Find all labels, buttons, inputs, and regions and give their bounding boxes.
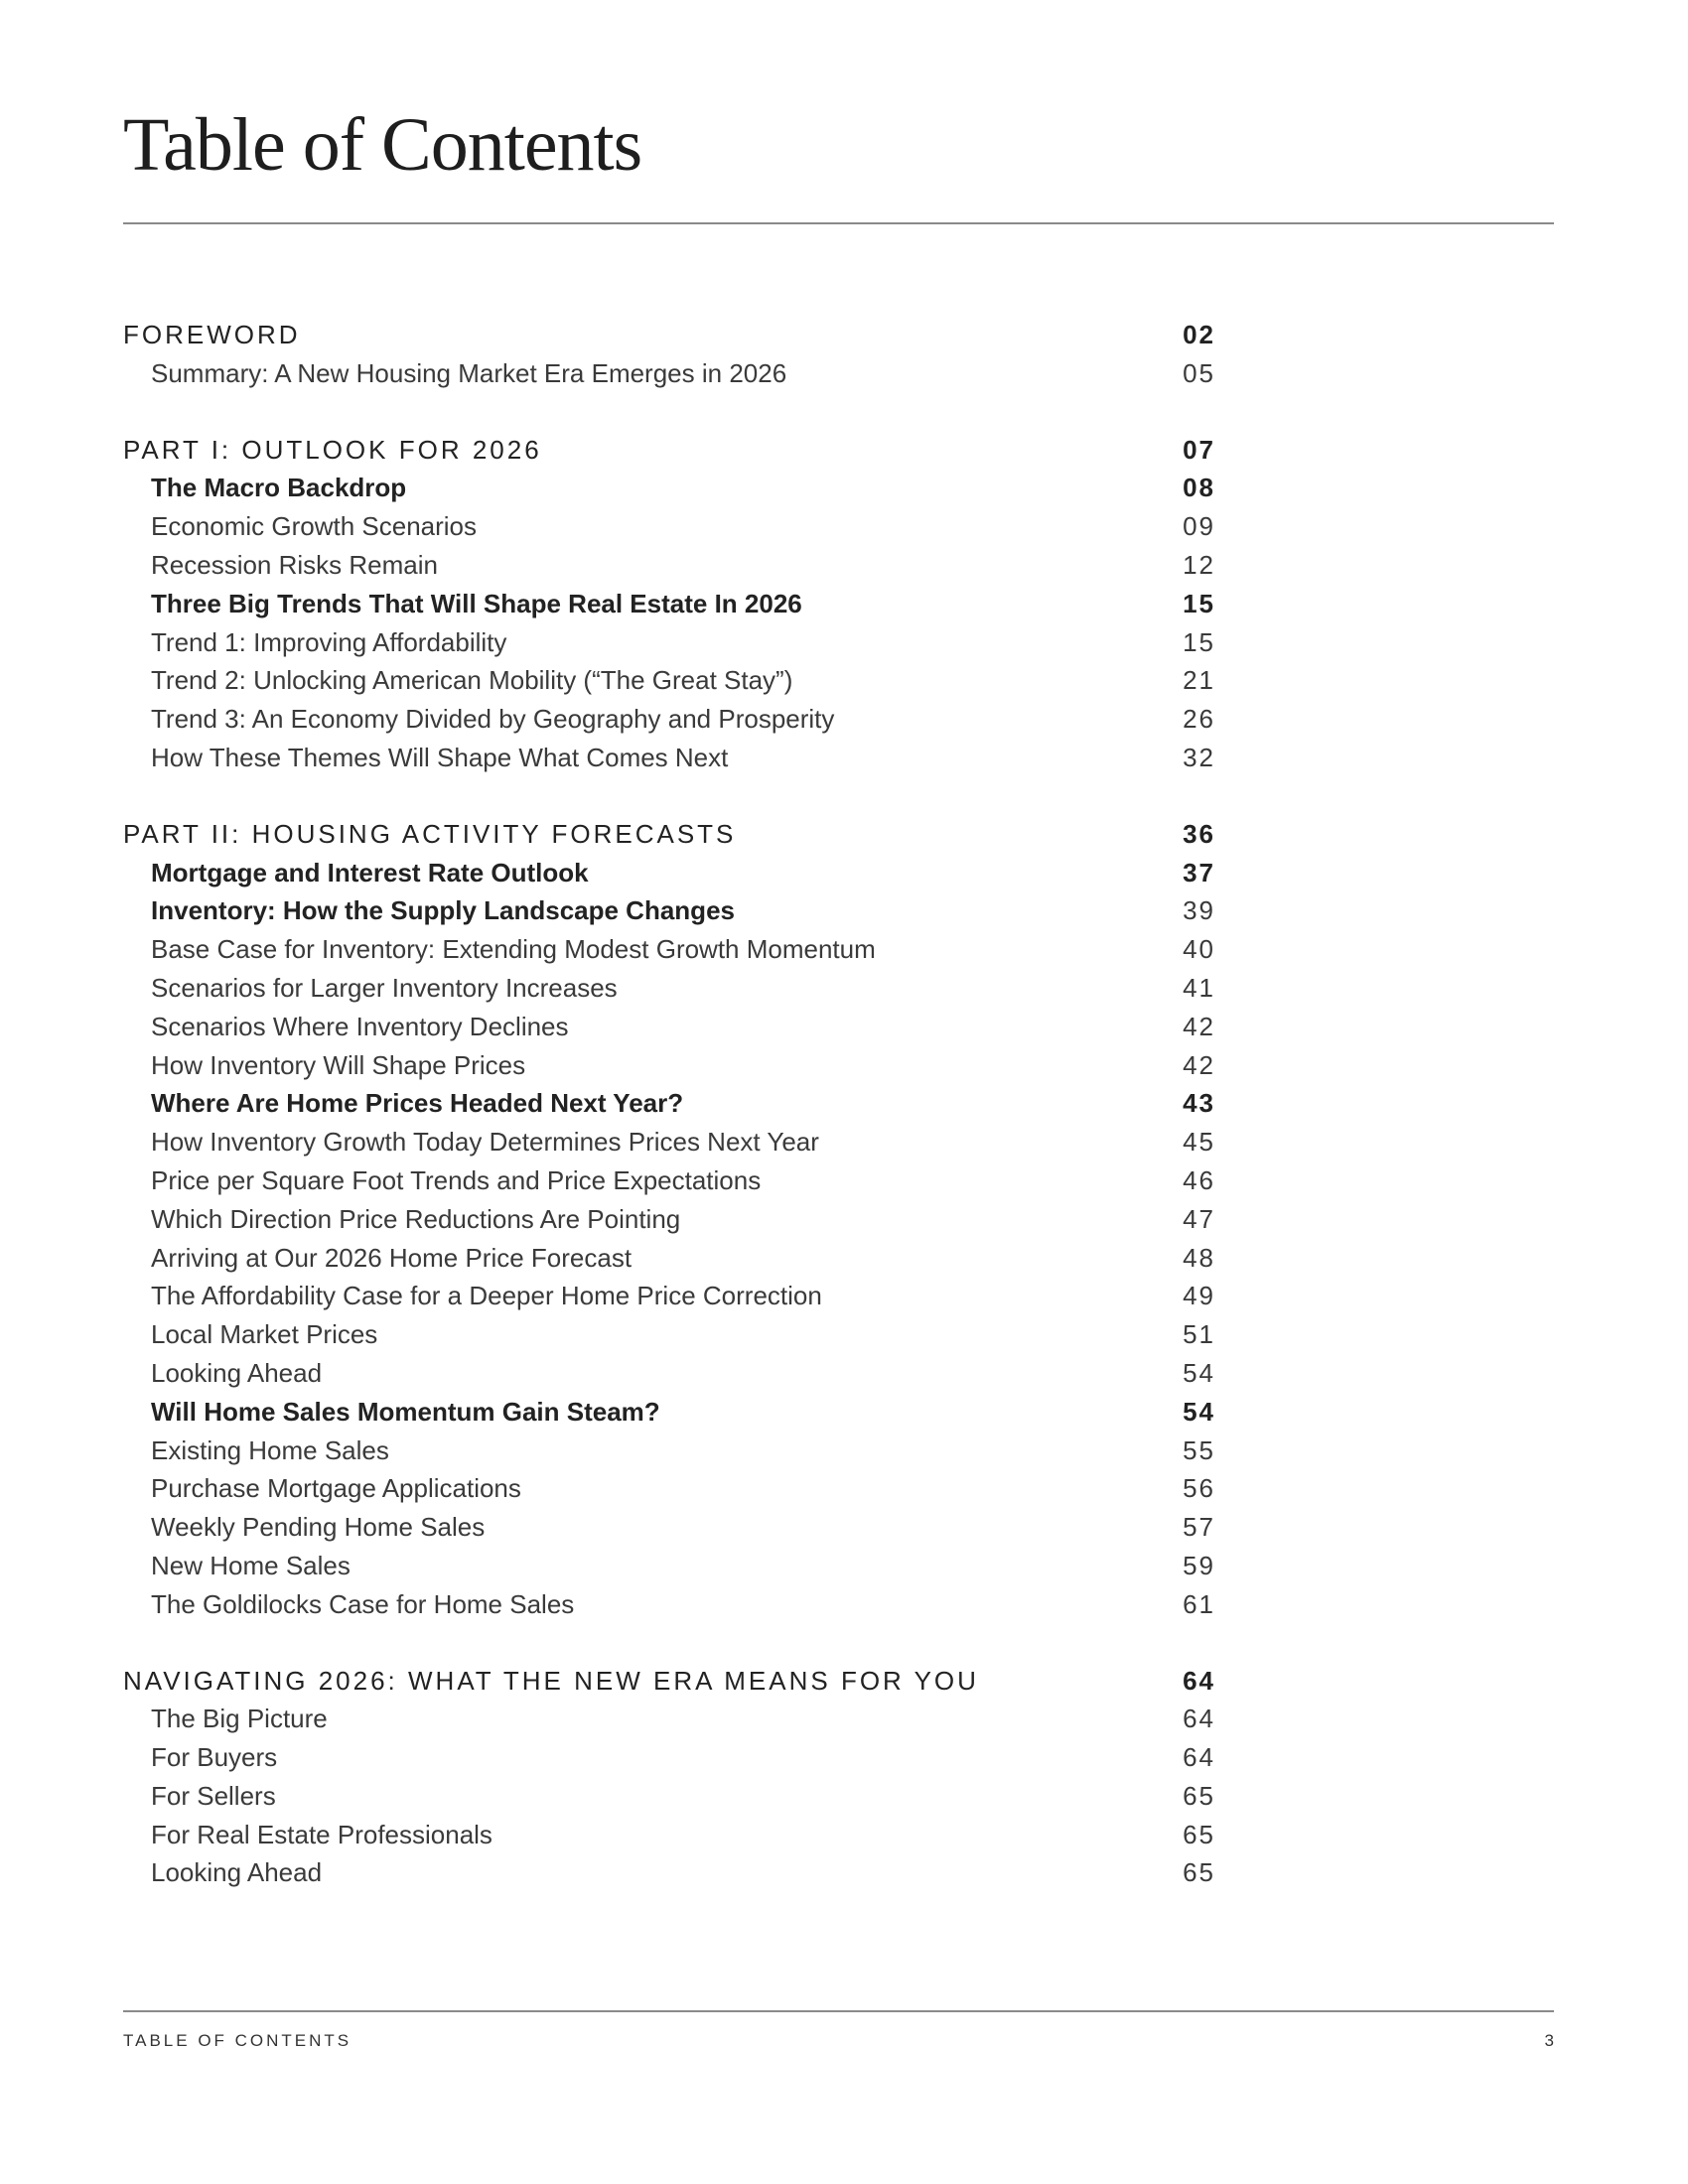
toc-entry-label: For Real Estate Professionals xyxy=(151,1819,492,1849)
toc-entry-page: 49 xyxy=(1183,1281,1215,1311)
toc-entry-page: 59 xyxy=(1183,1550,1215,1580)
toc-entry-page: 61 xyxy=(1183,1588,1215,1619)
toc-entry-label: The Macro Backdrop xyxy=(151,473,407,503)
toc-entry[interactable] xyxy=(123,507,1215,546)
toc-entry-label: How Inventory Will Shape Prices xyxy=(151,1049,526,1080)
toc-entry[interactable] xyxy=(123,623,1215,662)
toc-subheading[interactable] xyxy=(123,891,1215,930)
toc-entry[interactable] xyxy=(123,1853,1215,1892)
toc-heading-label: FOREWORD xyxy=(123,320,301,349)
toc-entry-page: 57 xyxy=(1183,1512,1215,1543)
toc-entry[interactable] xyxy=(123,1277,1215,1315)
toc-subheading[interactable] xyxy=(123,1393,1215,1432)
toc-entry-label: The Affordability Case for a Deeper Home Price Correction xyxy=(151,1281,822,1311)
toc-heading[interactable] xyxy=(123,815,1215,854)
toc-heading[interactable] xyxy=(123,431,1215,470)
toc-entry-label: Mortgage and Interest Rate Outlook xyxy=(151,857,589,887)
toc-entry[interactable] xyxy=(123,546,1215,585)
toc-entry-label: Which Direction Price Reductions Are Pointing xyxy=(151,1203,681,1234)
toc-heading[interactable] xyxy=(123,316,1215,354)
toc-entry-label: Trend 3: An Economy Divided by Geography and Prosperity xyxy=(151,704,835,735)
toc-entry[interactable] xyxy=(123,354,1215,393)
toc-entry-page: 42 xyxy=(1183,1011,1215,1041)
toc-entry[interactable] xyxy=(123,1200,1215,1239)
toc-entry-page: 45 xyxy=(1183,1127,1215,1158)
toc-entry-label: The Big Picture xyxy=(151,1704,328,1734)
toc-entry[interactable] xyxy=(123,1585,1215,1624)
toc-section-foreword xyxy=(123,316,1215,393)
toc-entry-label: Trend 1: Improving Affordability xyxy=(151,626,507,657)
toc-entry-page: 64 xyxy=(1183,1742,1215,1773)
toc-entry-page: 65 xyxy=(1183,1857,1215,1888)
footer-page-number: 3 xyxy=(1544,2031,1554,2050)
toc-entry-page: 37 xyxy=(1183,857,1215,887)
toc-subheading[interactable] xyxy=(123,469,1215,507)
toc-entry-label: Arriving at Our 2026 Home Price Forecast xyxy=(151,1242,633,1273)
table-of-contents xyxy=(123,316,1215,1930)
toc-entry-page: 41 xyxy=(1183,972,1215,1003)
toc-heading-label: NAVIGATING 2026: WHAT THE NEW ERA MEANS FOR YOU xyxy=(123,1665,979,1696)
toc-entry-page: 56 xyxy=(1183,1473,1215,1504)
toc-entry-label: Three Big Trends That Will Shape Real Estate In 2026 xyxy=(151,588,802,618)
toc-entry-page: 55 xyxy=(1183,1434,1215,1465)
toc-subheading[interactable] xyxy=(123,585,1215,623)
toc-entry-page: 15 xyxy=(1183,626,1215,657)
toc-entry[interactable] xyxy=(123,1008,1215,1046)
toc-entry[interactable] xyxy=(123,1161,1215,1200)
toc-entry[interactable] xyxy=(123,1700,1215,1738)
toc-entry-page: 32 xyxy=(1183,742,1215,772)
toc-entry-page: 08 xyxy=(1183,473,1215,503)
toc-entry-label: Trend 2: Unlocking American Mobility (“The Great Stay”) xyxy=(151,665,793,696)
toc-entry-label: Where Are Home Prices Headed Next Year? xyxy=(151,1088,684,1119)
toc-heading-page: 02 xyxy=(1183,320,1215,349)
toc-entry[interactable] xyxy=(123,1508,1215,1547)
toc-entry-page: 12 xyxy=(1183,549,1215,580)
toc-entry-label: Inventory: How the Supply Landscape Changes xyxy=(151,895,735,926)
toc-entry-page: 54 xyxy=(1183,1357,1215,1388)
toc-entry-label: Scenarios Where Inventory Declines xyxy=(151,1011,569,1041)
toc-entry[interactable] xyxy=(123,1123,1215,1161)
toc-entry[interactable] xyxy=(123,1046,1215,1085)
toc-entry-label: For Buyers xyxy=(151,1742,278,1773)
toc-heading[interactable] xyxy=(123,1662,1215,1701)
toc-entry[interactable] xyxy=(123,1777,1215,1816)
toc-entry-label: The Goldilocks Case for Home Sales xyxy=(151,1588,575,1619)
toc-entry-label: Scenarios for Larger Inventory Increases xyxy=(151,972,618,1003)
toc-entry-label: Looking Ahead xyxy=(151,1857,323,1888)
toc-entry[interactable] xyxy=(123,661,1215,700)
toc-entry[interactable] xyxy=(123,1354,1215,1393)
toc-entry-page: 65 xyxy=(1183,1780,1215,1811)
toc-entry[interactable] xyxy=(123,1239,1215,1278)
footer-label: TABLE OF CONTENTS xyxy=(123,2031,352,2050)
toc-entry[interactable] xyxy=(123,739,1215,777)
toc-entry-page: 26 xyxy=(1183,704,1215,735)
toc-entry-label: Economic Growth Scenarios xyxy=(151,511,478,542)
toc-entry-page: 15 xyxy=(1183,588,1215,618)
toc-heading-label: PART II: HOUSING ACTIVITY FORECASTS xyxy=(123,818,737,849)
toc-entry-label: Summary: A New Housing Market Era Emerges in 2026 xyxy=(151,357,787,388)
toc-entry-label: Existing Home Sales xyxy=(151,1434,389,1465)
toc-entry-page: 54 xyxy=(1183,1396,1215,1427)
toc-entry-page: 65 xyxy=(1183,1819,1215,1849)
toc-entry-label: How These Themes Will Shape What Comes Next xyxy=(151,742,729,772)
toc-entry-label: Will Home Sales Momentum Gain Steam? xyxy=(151,1396,660,1427)
toc-heading-page: 36 xyxy=(1183,818,1215,849)
toc-entry-page: 42 xyxy=(1183,1049,1215,1080)
toc-entry-page: 21 xyxy=(1183,665,1215,696)
toc-entry-label: Local Market Prices xyxy=(151,1319,378,1350)
toc-entry-label: Base Case for Inventory: Extending Modest Growth Momentum xyxy=(151,934,876,965)
toc-entry-page: 51 xyxy=(1183,1319,1215,1350)
toc-entry[interactable] xyxy=(123,1816,1215,1854)
toc-entry-label: Weekly Pending Home Sales xyxy=(151,1512,486,1543)
toc-entry-page: 48 xyxy=(1183,1242,1215,1273)
toc-entry[interactable] xyxy=(123,1738,1215,1777)
toc-section-part-1 xyxy=(123,431,1215,777)
toc-entry-page: 47 xyxy=(1183,1203,1215,1234)
toc-entry[interactable] xyxy=(123,700,1215,739)
toc-entry[interactable] xyxy=(123,969,1215,1008)
toc-entry-page: 46 xyxy=(1183,1164,1215,1195)
toc-entry[interactable] xyxy=(123,1315,1215,1354)
toc-heading-page: 07 xyxy=(1183,434,1215,465)
toc-section-navigating-2026 xyxy=(123,1662,1215,1893)
toc-entry[interactable] xyxy=(123,930,1215,969)
toc-entry-label: How Inventory Growth Today Determines Prices Next Year xyxy=(151,1127,819,1158)
toc-entry-label: Price per Square Foot Trends and Price Expectations xyxy=(151,1164,762,1195)
toc-entry-page: 05 xyxy=(1183,357,1215,388)
title-divider xyxy=(123,222,1554,224)
toc-entry[interactable] xyxy=(123,1469,1215,1508)
toc-entry[interactable] xyxy=(123,1547,1215,1585)
toc-entry-page: 40 xyxy=(1183,934,1215,965)
toc-entry-label: Looking Ahead xyxy=(151,1357,323,1388)
toc-subheading[interactable] xyxy=(123,854,1215,892)
toc-entry-label: For Sellers xyxy=(151,1780,276,1811)
toc-heading-page: 64 xyxy=(1183,1665,1215,1696)
toc-entry-page: 39 xyxy=(1183,895,1215,926)
toc-heading-label: PART I: OUTLOOK FOR 2026 xyxy=(123,434,542,465)
toc-entry-page: 64 xyxy=(1183,1704,1215,1734)
footer-divider xyxy=(123,2010,1554,2012)
toc-entry-label: Purchase Mortgage Applications xyxy=(151,1473,521,1504)
toc-subheading[interactable] xyxy=(123,1084,1215,1123)
toc-entry[interactable] xyxy=(123,1432,1215,1470)
toc-section-part-2 xyxy=(123,815,1215,1624)
toc-entry-label: New Home Sales xyxy=(151,1550,351,1580)
page-title: Table of Contents xyxy=(123,103,642,187)
toc-entry-label: Recession Risks Remain xyxy=(151,549,438,580)
toc-entry-page: 43 xyxy=(1183,1088,1215,1119)
toc-entry-page: 09 xyxy=(1183,511,1215,542)
